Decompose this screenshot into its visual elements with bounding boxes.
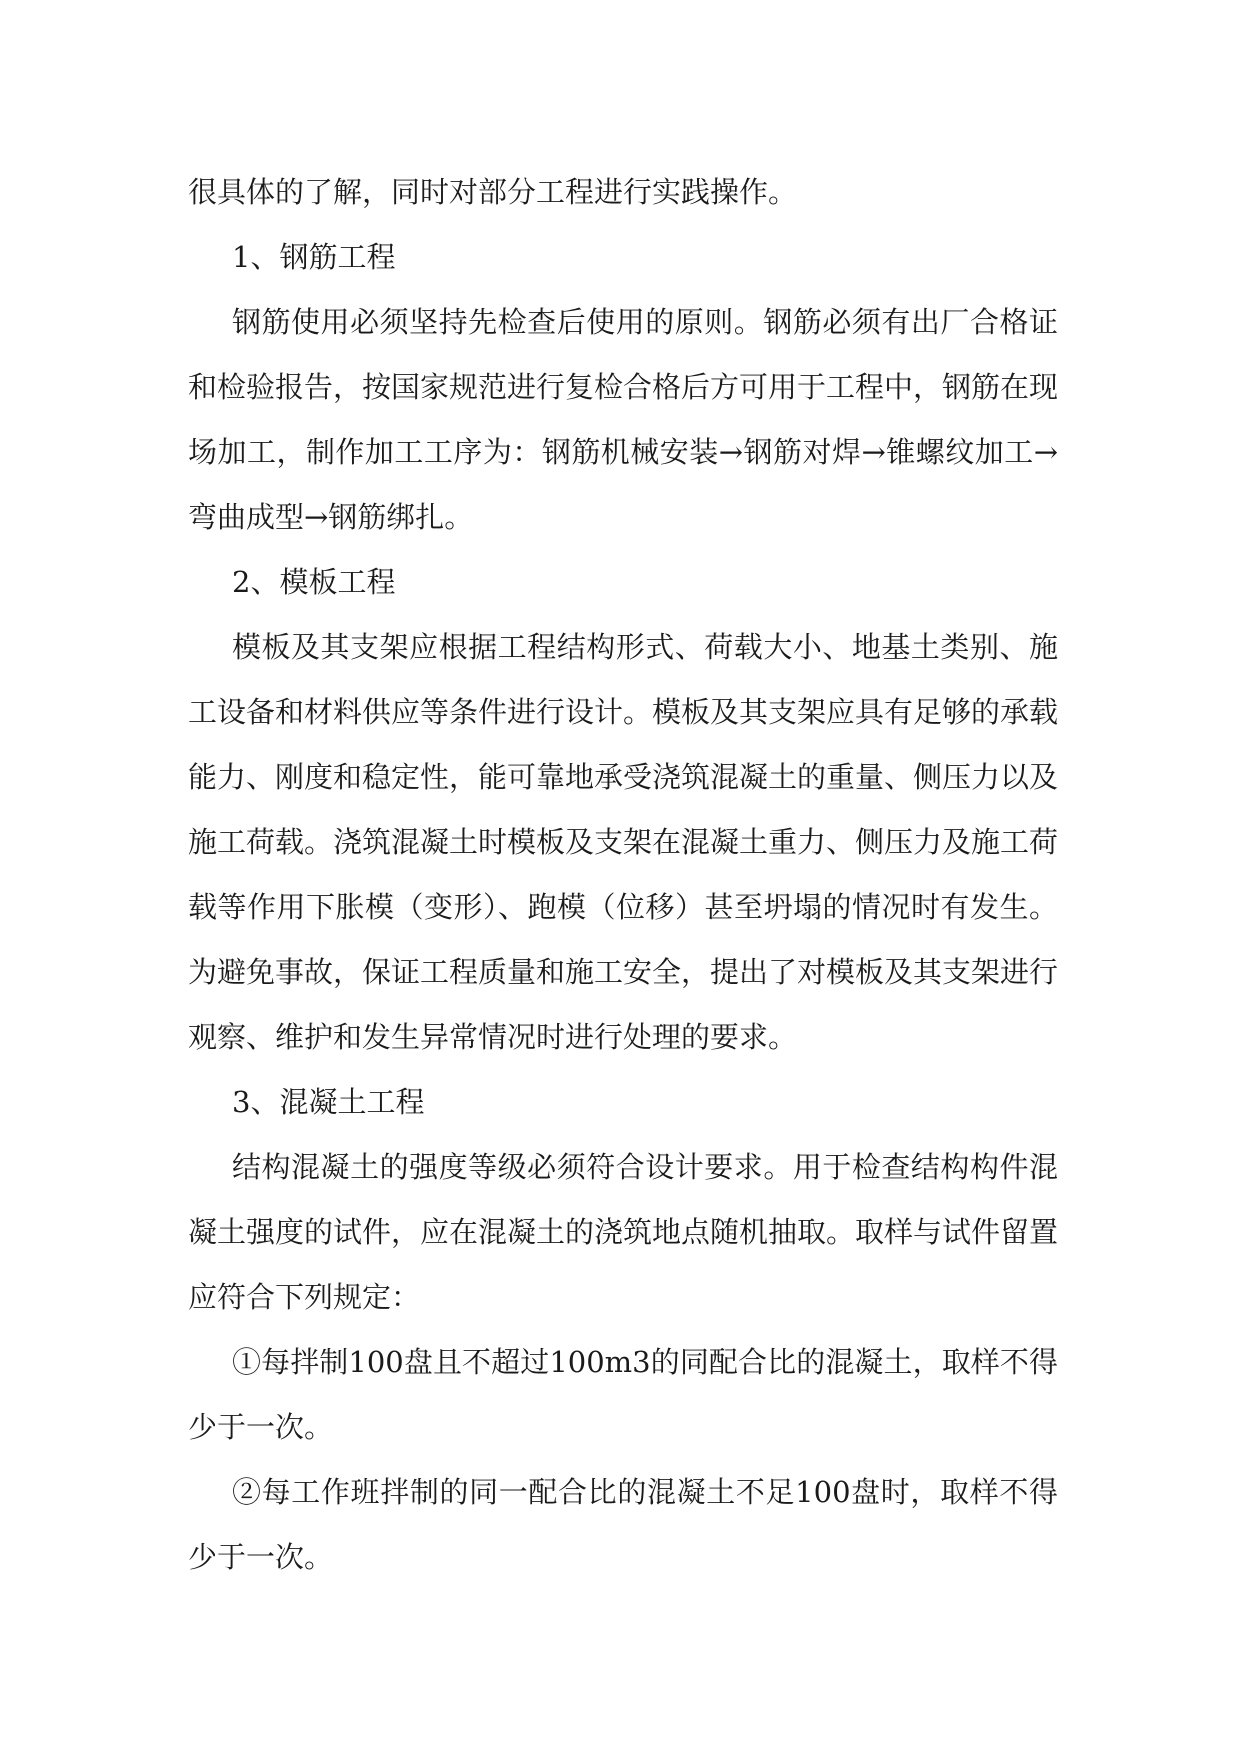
document-body	[188, 160, 1058, 1590]
paragraph-formwork: 模板及其支架应根据工程结构形式、荷载大小、地基土类别、施工设备和材料供应等条件进行设计。模板及其支架应具有足够的承载能力、刚度和稳定性，能可靠地承受浇筑混凝土的重量、侧压力以及施工荷载。浇筑混凝土时模板及支架在混凝土重力、侧压力及施工荷载等作用下胀模（变形）、跑模（位移）甚至坍塌的情况时有发生。为避免事故，保证工程质量和施工安全，提出了对模板及其支架进行观察、维护和发生异常情况时进行处理的要求。	[188, 630, 1059, 1054]
section-heading-rebar: 1、钢筋工程	[232, 240, 396, 274]
list-item-rule-1: ①每拌制100盘且不超过100m3的同配合比的混凝土，取样不得少于一次。	[188, 1345, 1058, 1444]
paragraph-rebar: 钢筋使用必须坚持先检查后使用的原则。钢筋必须有出厂合格证和检验报告，按国家规范进行复检合格后方可用于工程中，钢筋在现场加工，制作加工工序为：钢筋机械安装→钢筋对焊→锥螺纹加工→弯曲成型→钢筋绑扎。	[188, 305, 1059, 534]
section-heading-concrete: 3、混凝土工程	[232, 1085, 425, 1119]
section-heading-formwork: 2、模板工程	[232, 565, 396, 599]
paragraph-continuation: 很具体的了解，同时对部分工程进行实践操作。	[188, 175, 798, 209]
list-item-rule-2: ②每工作班拌制的同一配合比的混凝土不足100盘时，取样不得少于一次。	[188, 1475, 1058, 1574]
paragraph-concrete: 结构混凝土的强度等级必须符合设计要求。用于检查结构构件混凝土强度的试件，应在混凝土的浇筑地点随机抽取。取样与试件留置应符合下列规定：	[188, 1150, 1059, 1314]
